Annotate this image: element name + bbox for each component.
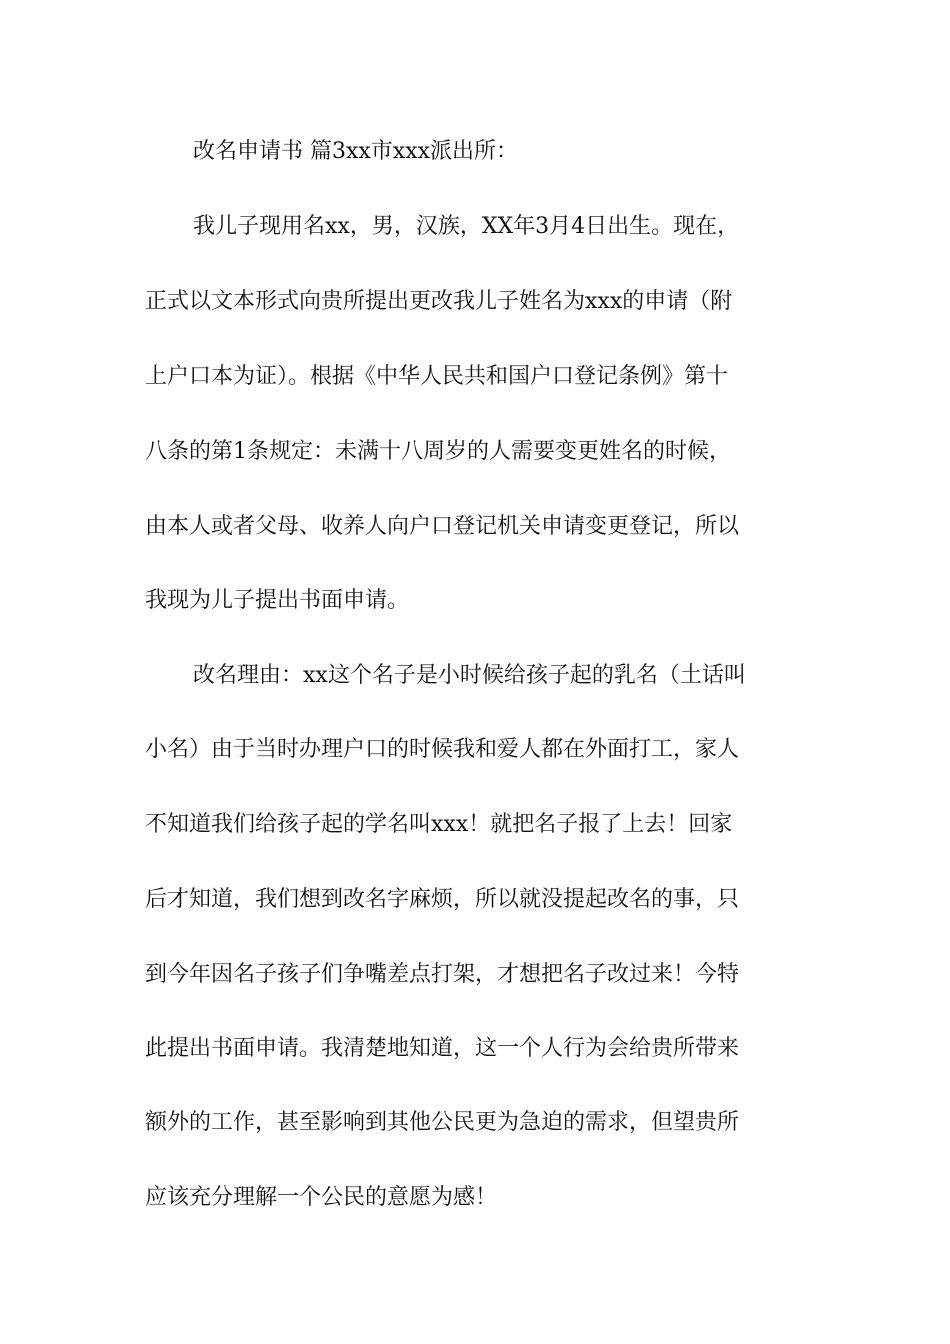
paragraph-line: 我儿子现用名xx，男，汉族，XX年3月4日出生。现在， <box>193 214 740 239</box>
paragraph-line: 小名）由于当时办理户口的时候我和爱人都在外面打工，家人 <box>145 737 740 762</box>
paragraph-line: 由本人或者父母、收养人向户口登记机关申请变更登记，所以 <box>145 514 740 539</box>
paragraph-line: 改名理由：xx这个名子是小时候给孩子起的乳名（土话叫 <box>193 663 746 688</box>
paragraph-line: 八条的第1条规定：未满十八周岁的人需要变更姓名的时候， <box>145 439 731 464</box>
paragraph-line: 我现为儿子提出书面申请。 <box>145 588 410 613</box>
paragraph-line: 正式以文本形式向贵所提出更改我儿子姓名为xxx的申请（附 <box>145 289 733 314</box>
paragraph-line: 到今年因名子孩子们争嘴差点打架，才想把名子改过来！今特 <box>145 962 740 987</box>
paragraph-heading-line: 改名申请书 篇3xx市xxx派出所： <box>193 139 519 164</box>
paragraph-line: 额外的工作，甚至影响到其他公民更为急迫的需求，但望贵所 <box>145 1110 740 1135</box>
paragraph-line: 应该充分理解一个公民的意愿为感！ <box>145 1185 498 1210</box>
paragraph-line: 此提出书面申请。我清楚地知道，这一个人行为会给贵所带来 <box>145 1036 740 1061</box>
paragraph-line: 不知道我们给孩子起的学名叫xxx！就把名子报了上去！回家 <box>145 812 733 837</box>
paragraph-line: 上户口本为证）。根据《中华人民共和国户口登记条例》第十 <box>145 364 729 389</box>
paragraph-line: 后才知道，我们想到改名字麻烦，所以就没提起改名的事，只 <box>145 887 740 912</box>
